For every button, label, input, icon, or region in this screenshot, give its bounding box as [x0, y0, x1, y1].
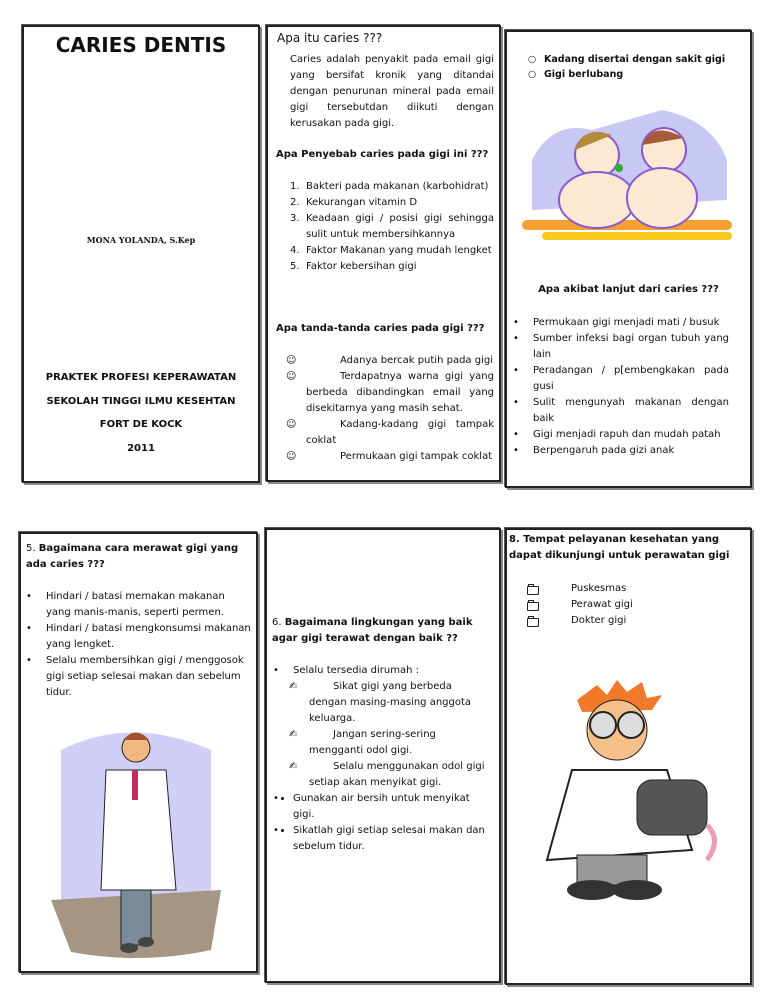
- list-item: • • Sikatlah gigi setiap selesai makan dan sebelum tidur.: [293, 823, 488, 855]
- list-item: • Selalu tersedia dirumah :: [293, 663, 488, 679]
- circle-bullet-icon: ○: [528, 54, 537, 65]
- list-item: • Berpengaruh pada gizi anak: [533, 443, 729, 459]
- care-panel: [19, 532, 258, 973]
- list-item: • Gigi menjadi rapuh dan mudah patah: [533, 427, 729, 443]
- bullet-icon: • •: [273, 793, 279, 804]
- list-item: • Sumber infeksi bagi organ tubuh yang lain: [513, 333, 729, 360]
- list-item: • • Gunakan air bersih untuk menyikat gigi.: [293, 791, 488, 823]
- bullet-icon: •: [513, 333, 519, 344]
- list-item: ☺ Terdapatnya warna gigi yang berbeda dibandingkan email yang disekitarnya yang masih sehat.: [286, 371, 494, 414]
- circle-bullet-icon: ○: [528, 69, 537, 80]
- babies-illustration: [512, 100, 747, 255]
- heading-care: 5. Bagaimana cara merawat gigi yang ada caries ???: [26, 543, 239, 570]
- list-item: ☺ Kadang-kadang gigi tampak coklat: [286, 419, 494, 446]
- list-item: • Selalu membersihkan gigi / menggosok gigi setiap selesai makan dan sebelum tidur.: [26, 655, 244, 698]
- folder-icon: [527, 618, 539, 627]
- list-item: Perawat gigi: [571, 597, 633, 613]
- list-number: 3.: [290, 213, 300, 224]
- effects-panel: [505, 30, 752, 488]
- cause-text: Kekurangan vitamin D: [306, 197, 418, 208]
- bullet-icon: •: [26, 623, 32, 634]
- environment-panel: [265, 528, 501, 983]
- bullet-icon: •: [26, 655, 32, 666]
- list-item: [290, 179, 494, 195]
- heading-signs: Apa tanda-tanda caries pada gigi ???: [276, 323, 485, 334]
- cause-text: Bakteri pada makanan (karbohidrat): [306, 181, 489, 192]
- causes-list: [290, 179, 494, 275]
- smiley-bullet-icon: ☺: [286, 451, 297, 462]
- leaflet-title: CARIES DENTIS: [55, 33, 227, 57]
- doctor-illustration: [41, 720, 241, 970]
- list-item: • Permukaan gigi menjadi mati / busuk: [533, 315, 729, 331]
- heading-causes: Apa Penyebab caries pada gigi ini ???: [276, 149, 489, 160]
- list-number: 5.: [290, 261, 300, 272]
- list-item: ✍ Jangan sering-sering mengganti odol gigi.: [289, 729, 436, 756]
- writing-hand-bullet-icon: ✍: [289, 761, 298, 772]
- signs-list: [286, 353, 494, 465]
- signs-continued-list: [528, 52, 726, 82]
- heading-environment: 6. Bagaimana lingkungan yang baik agar gigi terawat dengan baik ??: [272, 617, 473, 644]
- services-list: [571, 581, 633, 629]
- effects-list: [513, 315, 729, 459]
- bullet-icon: • •: [273, 825, 279, 836]
- list-item: ○ Kadang disertai dengan sakit gigi: [528, 54, 726, 65]
- bullet-icon: •: [273, 665, 279, 676]
- institution-line: SEKOLAH TINGGI ILMU KESEHTAN: [46, 396, 236, 407]
- list-item: ☺ Permukaan gigi tampak coklat: [306, 449, 494, 465]
- author: MONA YOLANDA, S.Kep: [86, 235, 196, 245]
- smiley-bullet-icon: ☺: [286, 419, 297, 430]
- list-item: • Peradangan / p[embengkakan pada gusi: [513, 365, 729, 392]
- list-item: ○ Gigi berlubang: [528, 69, 624, 80]
- list-item: Dokter gigi: [571, 613, 633, 629]
- list-item: [290, 243, 494, 259]
- list-item: ✍ Selalu menggunakan odol gigi setiap akan menyikat gigi.: [289, 761, 485, 788]
- year: 2011: [127, 443, 155, 454]
- definition-text: Caries adalah penyakit pada email gigi yang bersifat kronik yang ditandai dengan penurunan mineral pada email gigi tersebutdan diikuti dengan kerusakan pada gigi.: [290, 54, 494, 129]
- list-item: [290, 195, 494, 211]
- heading-services: 8. Tempat pelayanan kesehatan yang dapat dikunjungi untuk perawatan gigi: [509, 534, 730, 561]
- institution-line: FORT DE KOCK: [99, 419, 183, 430]
- folder-icon: [527, 586, 539, 595]
- scientist-illustration: [517, 640, 747, 910]
- list-item: ☺ Adanya bercak putih pada gigi: [306, 353, 494, 369]
- list-number: 1.: [290, 181, 300, 192]
- list-item: [290, 259, 494, 275]
- list-item: • Hindari / batasi memakan makanan yang manis-manis, seperti permen.: [26, 591, 225, 618]
- smiley-bullet-icon: ☺: [286, 371, 297, 382]
- writing-hand-bullet-icon: ✍: [289, 729, 298, 740]
- cause-text: Keadaan gigi / posisi gigi sehingga sulit untuk membersihkannya: [306, 213, 494, 240]
- list-item: ✍ Sikat gigi yang berbeda dengan masing-masing anggota keluarga.: [289, 681, 472, 724]
- list-item: • Sulit mengunyah makanan dengan baik: [513, 397, 729, 424]
- institution-line: PRAKTEK PROFESI KEPERAWATAN: [45, 372, 237, 383]
- environment-list: [273, 663, 488, 855]
- list-number: 4.: [290, 245, 300, 256]
- bullet-icon: •: [513, 365, 519, 376]
- definition-panel: [266, 25, 501, 482]
- list-item: [290, 211, 494, 243]
- cover-panel: [22, 25, 260, 483]
- list-number: 2.: [290, 197, 300, 208]
- bullet-icon: •: [513, 445, 519, 456]
- services-panel: [505, 528, 752, 985]
- heading-effects: Apa akibat lanjut dari caries ???: [538, 284, 719, 295]
- cause-text: Faktor kebersihan gigi: [306, 261, 417, 272]
- bullet-icon: •: [513, 429, 519, 440]
- list-item: • Hindari / batasi mengkonsumsi makanan yang lengket.: [26, 623, 251, 650]
- bullet-icon: •: [513, 397, 519, 408]
- bullet-icon: •: [26, 591, 32, 602]
- list-item: Puskesmas: [571, 581, 633, 597]
- cause-text: Faktor Makanan yang mudah lengket: [306, 245, 492, 256]
- bullet-icon: •: [513, 317, 519, 328]
- folder-icon: [527, 602, 539, 611]
- writing-hand-bullet-icon: ✍: [289, 681, 298, 692]
- heading-what-is-caries: Apa itu caries ???: [277, 31, 383, 45]
- smiley-bullet-icon: ☺: [286, 355, 297, 366]
- care-list: [26, 589, 251, 701]
